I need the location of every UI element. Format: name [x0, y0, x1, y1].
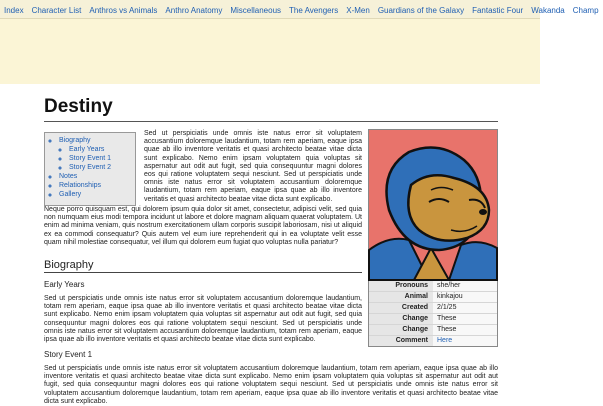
info-value: she/her	[433, 281, 497, 291]
intro-paragraph-2: Neque porro quisquam est, qui dolorem ipsum quia dolor sit amet, consectetur, adipisci velit, sed quia non numquam eius modi tempora incidunt ut labore et dolore magnam aliquam quaerat voluptatem. Ut enim ad minima veniam, quis nostrum exercitationem ullam corporis suscipit laboriosam, nisi ut aliquid ex ea commodi consequatur? Quis autem vel eum iure reprehenderit qui in ea voluptate velit esse quam nihil molestiae consequatur, vel illum qui dolorem eum fugiat quo voluptas nulla pariatur?	[44, 206, 362, 246]
biography-heading: Biography	[44, 259, 362, 273]
info-value: These	[433, 314, 497, 324]
nav-wakanda[interactable]: Wakanda	[531, 6, 565, 15]
nav-index[interactable]: Index	[4, 6, 24, 15]
info-value: 2/1/25	[433, 303, 497, 313]
top-navigation	[0, 0, 599, 19]
info-key: Comment	[369, 336, 433, 346]
info-key: Pronouns	[369, 281, 433, 291]
info-row-animal	[369, 291, 497, 302]
nav-anthros-vs-animals[interactable]: Anthros vs Animals	[89, 6, 158, 15]
header-banner	[0, 19, 540, 84]
early-years-heading: Early Years	[44, 280, 85, 289]
early-years-paragraph: Sed ut perspiciatis unde omnis iste natus error sit voluptatem accusantium doloremque laudantium, totam rem aperiam, eaque ipsa quae ab illo inventore veritatis et quasi architecto beatae vitae dicta sunt explicabo. Nemo enim ipsam voluptatem quia voluptas sit aspernatur aut odit aut fugit, sed quia consequuntur magni dolores eos qui ratione voluptatem sequi nesciunt. Sed ut perspiciatis unde omnis iste natus error sit voluptatem accusantium doloremque laudantium, totam rem aperiam, eaque ipsa quae ab illo inventore veritatis et quasi architecto beatae vitae dicta sunt explicabo.	[44, 295, 362, 344]
article	[44, 96, 498, 405]
nav-champ[interactable]: Champ	[572, 6, 599, 15]
toc-early-years[interactable]: Early Years	[69, 146, 105, 153]
toc-story-event-2[interactable]: Story Event 2	[69, 164, 112, 171]
info-row-change-2	[369, 324, 497, 335]
toc-gallery[interactable]: Gallery	[59, 191, 82, 198]
info-row-pronouns	[369, 280, 497, 291]
table-of-contents	[44, 132, 136, 206]
toc-notes[interactable]: Notes	[59, 173, 78, 180]
nav-anthro-anatomy[interactable]: Anthro Anatomy	[165, 6, 223, 15]
story-event-1-paragraph: Sed ut perspiciatis unde omnis iste natus error sit voluptatem accusantium doloremque laudantium, totam rem aperiam, eaque ipsa quae ab illo inventore veritatis et quasi architecto beatae vitae dicta sunt explicabo. Nemo enim ipsam voluptatem quia voluptas sit aspernatur aut odit aut fugit, sed quia consequuntur magni dolores eos qui ratione voluptatem sequi nesciunt. Sed ut perspiciatis unde omnis iste natus error sit voluptatem accusantium doloremque laudantium, totam rem aperiam, eaque ipsa quae ab illo inventore veritatis et quasi architecto beatae vitae dicta sunt explicabo.	[44, 365, 498, 405]
page-title: Destiny	[44, 96, 498, 122]
nav-the-avengers[interactable]: The Avengers	[289, 6, 339, 15]
nav-fantastic-four[interactable]: Fantastic Four	[472, 6, 524, 15]
info-key: Animal	[369, 292, 433, 302]
info-row-change	[369, 313, 497, 324]
intro-paragraph: Sed ut perspiciatis unde omnis iste natus error sit voluptatem accusantium doloremque laudantium, totam rem aperiam, eaque ipsa quae ab illo inventore veritatis et quasi architecto beatae vitae dicta sunt explicabo. Nemo enim ipsam voluptatem quia voluptas sit aspernatur aut odit aut fugit, sed quia consequuntur magni dolores eos qui ratione voluptatem sequi nesciunt. Sed ut perspiciatis unde omnis iste natus error sit voluptatem accusantium doloremque laudantium, totam rem aperiam, eaque ipsa quae ab illo inventore veritatis et quasi architecto beatae vitae dicta sunt explicabo.	[144, 130, 362, 203]
nav-miscellaneous[interactable]: Miscellaneous	[230, 6, 282, 15]
nav-x-men[interactable]: X-Men	[346, 6, 370, 15]
info-key: Created	[369, 303, 433, 313]
story-event-1-heading: Story Event 1	[44, 350, 93, 359]
toc-relationships[interactable]: Relationships	[59, 182, 102, 189]
toc-story-event-1[interactable]: Story Event 1	[69, 155, 112, 162]
info-value: These	[433, 325, 497, 335]
nav-guardians[interactable]: Guardians of the Galaxy	[377, 6, 465, 15]
info-key: Change	[369, 314, 433, 324]
info-row-created	[369, 302, 497, 313]
character-portrait	[369, 130, 497, 280]
toc-biography[interactable]: Biography	[59, 137, 91, 144]
character-infobox	[368, 129, 498, 347]
info-key: Change	[369, 325, 433, 335]
info-value: kinkajou	[433, 292, 497, 302]
nav-character-list[interactable]: Character List	[31, 6, 82, 15]
info-row-comment	[369, 335, 497, 346]
comment-link[interactable]: Here	[433, 336, 497, 346]
